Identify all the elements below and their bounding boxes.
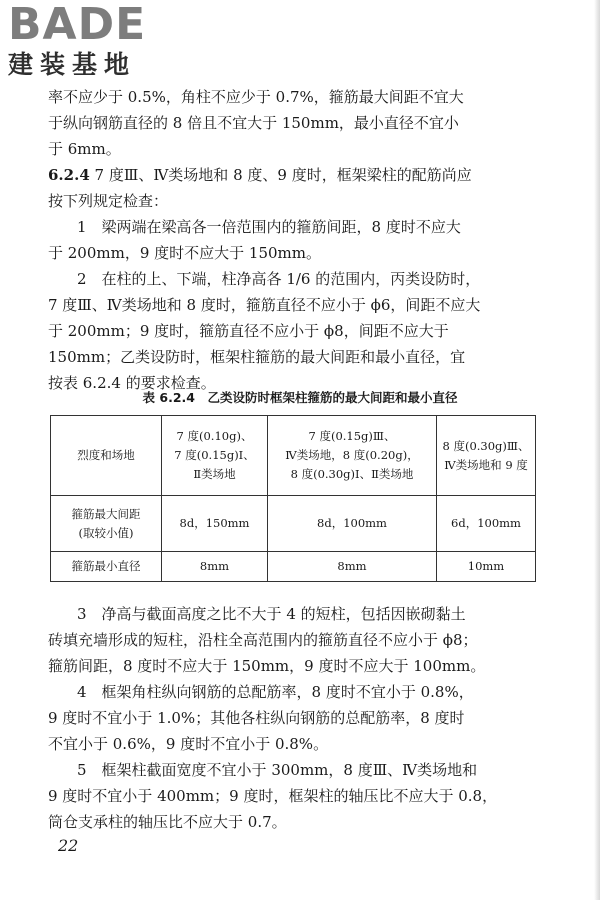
text-line: 于纵向钢筋直径的 8 倍且不宜大于 150mm，最小直径不宜小 [48, 114, 459, 132]
row-label-line: (取较小值) [78, 525, 134, 540]
text-line [48, 162, 550, 188]
text-line: 于 200mm，9 度时不应大于 150mm。 [48, 244, 322, 262]
header-line: Ⅳ类场地，8 度(0.20g)， [285, 448, 419, 462]
text-line: 率不应少于 0.5%，角柱不应少于 0.7%，箍筋最大间距不宜大 [48, 88, 464, 106]
row-label-cell: 箍筋最小直径 [51, 552, 162, 582]
header-cell [162, 416, 268, 496]
text-line: 1 梁两端在梁高各一倍范围内的箍筋间距，8 度时不应大 [77, 218, 461, 236]
header-line: 8 度(0.30g)Ⅰ、Ⅱ类场地 [290, 467, 414, 481]
header-label-cell: 烈度和场地 [51, 416, 162, 496]
text-line: 9 度时不宜小于 1.0%；其他各柱纵向钢筋的总配筋率，8 度时 [48, 709, 465, 727]
text-line: 砖填充墙形成的短柱，沿柱全高范围内的箍筋直径不应小于 ϕ8； [48, 631, 478, 649]
text-line: 箍筋间距，8 度时不应大于 150mm，9 度时不应大于 100mm。 [48, 657, 486, 675]
header-line: Ⅳ类场地和 9 度 [444, 457, 528, 472]
table-cell: 6d，100mm [437, 496, 536, 552]
item-4 [48, 679, 550, 757]
text-line: 按表 6.2.4 的要求检查。 [48, 374, 216, 392]
header-line: Ⅱ类场地 [193, 467, 236, 481]
header-cell [268, 416, 437, 496]
section-6-2-4 [48, 162, 550, 214]
text-line: 4 框架角柱纵向钢筋的总配筋率，8 度时不宜小于 0.8%， [77, 683, 474, 701]
logo-subtitle: 建装基地 [8, 50, 137, 79]
body-text-top [48, 84, 550, 396]
row-label-cell [51, 496, 162, 552]
table-row [51, 496, 536, 552]
header-line: 7 度(0.10g)、 [176, 429, 253, 443]
header-line: 7 度(0.15g)Ⅲ、 [308, 429, 396, 443]
body-text-bottom [48, 601, 550, 835]
text-line: 筒仓支承柱的轴压比不应大于 0.7。 [48, 813, 287, 831]
item-3 [48, 601, 550, 679]
item-5 [48, 757, 550, 835]
header-line: 8 度(0.30g)Ⅲ、 [442, 438, 530, 453]
text-line: 2 在柱的上、下端，柱净高各 1/6 的范围内，丙类设防时， [77, 270, 481, 288]
text-line: 不宜小于 0.6%，9 度时不宜小于 0.8%。 [48, 735, 329, 753]
text-line: 按下列规定检查： [48, 192, 169, 210]
text-line: 150mm；乙类设防时，框架柱箍筋的最大间距和最小直径，宜 [48, 348, 466, 366]
section-number: 6.2.4 [48, 166, 90, 184]
item-1 [48, 214, 550, 266]
table-row [51, 552, 536, 582]
section-text: 7 度Ⅲ、Ⅳ类场地和 8 度、9 度时，框架梁柱的配筋尚应 [94, 166, 472, 184]
stirrup-spec-table [50, 415, 536, 582]
item-2 [48, 266, 550, 396]
paragraph-continuation [48, 84, 550, 162]
table-cell: 8d，100mm [268, 496, 437, 552]
table-cell: 8mm [162, 552, 268, 582]
table-cell: 8d，150mm [162, 496, 268, 552]
header-cell [437, 416, 536, 496]
page-number: 22 [58, 836, 79, 855]
table-cell: 8mm [268, 552, 437, 582]
text-line: 9 度时不宜小于 400mm；9 度时，框架柱的轴压比不应大于 0.8， [48, 787, 498, 805]
header-line: 7 度(0.15g)Ⅰ、 [174, 448, 255, 462]
table-cell: 10mm [437, 552, 536, 582]
row-label-line: 箍筋最大间距 [71, 506, 141, 521]
table-caption: 表 6.2.4 乙类设防时框架柱箍筋的最大间距和最小直径 [142, 390, 458, 405]
text-line: 于 6mm。 [48, 140, 121, 158]
text-line: 3 净高与截面高度之比不大于 4 的短柱，包括因嵌砌黏土 [77, 605, 466, 623]
text-line: 5 框架柱截面宽度不宜小于 300mm，8 度Ⅲ、Ⅳ类场地和 [77, 761, 478, 779]
bade-logo [8, 2, 183, 84]
table-header-row [51, 416, 536, 496]
logo-brand-text: BADE [8, 0, 147, 50]
text-line: 7 度Ⅲ、Ⅳ类场地和 8 度时，箍筋直径不应小于 ϕ6，间距不应大 [48, 296, 481, 314]
text-line: 于 200mm；9 度时，箍筋直径不应小于 ϕ8，间距不应大于 [48, 322, 449, 340]
scan-shadow-edge [594, 0, 600, 900]
